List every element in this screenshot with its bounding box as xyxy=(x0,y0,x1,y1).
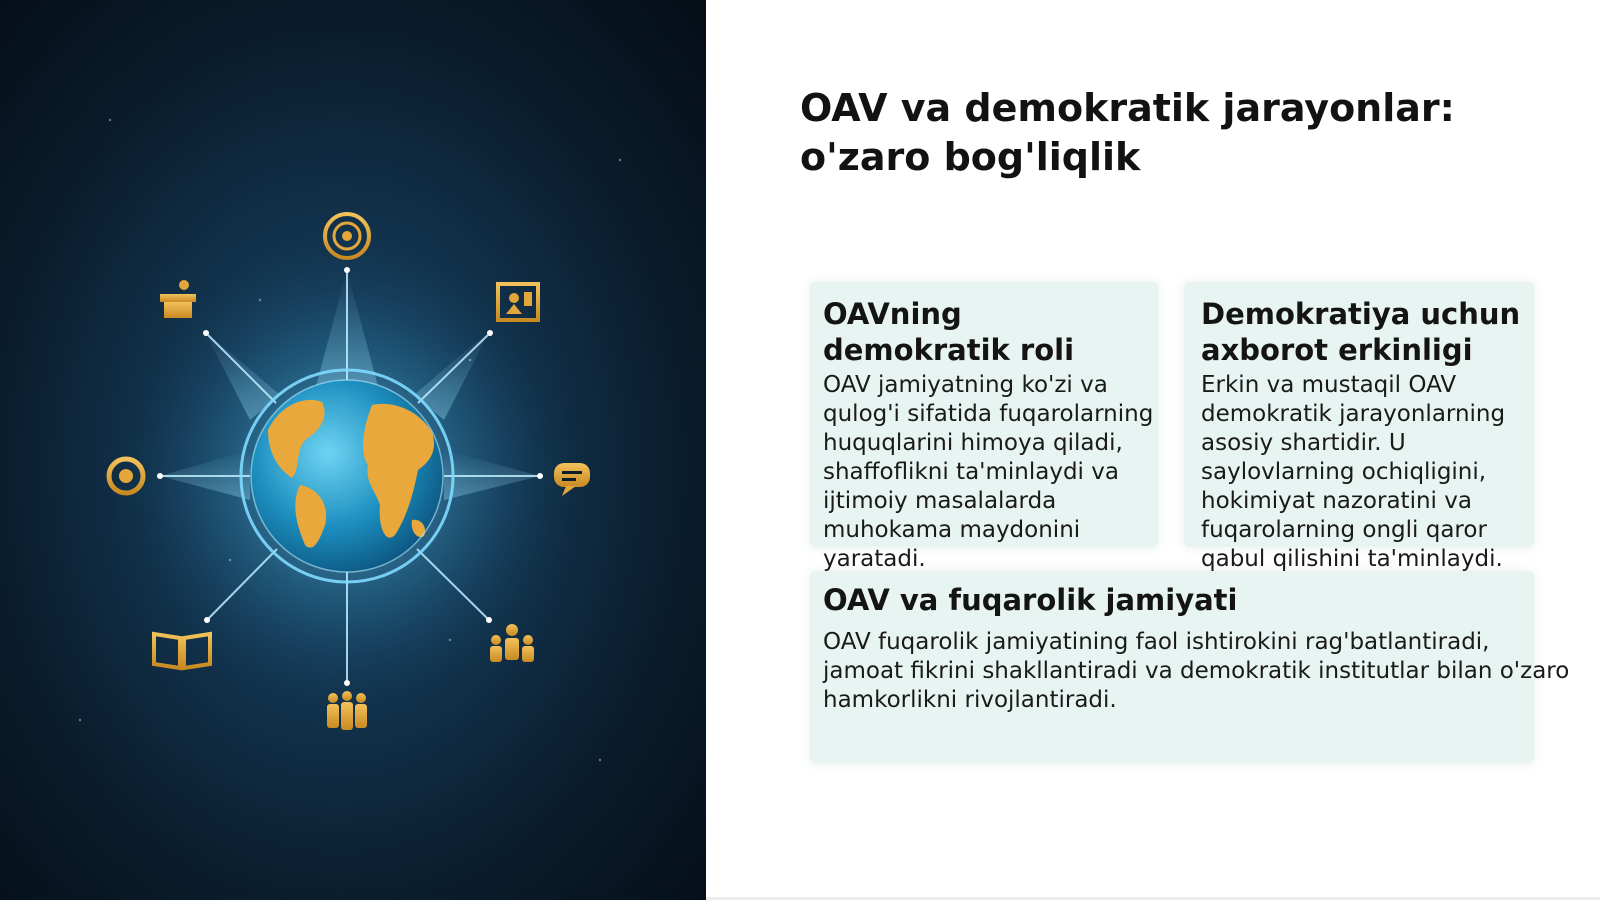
card-title: OAVning demokratik roli xyxy=(823,297,1075,367)
slide-title: OAV va demokratik jarayonlar: o'zaro bog'liqlik xyxy=(800,86,1455,179)
globe-network-graphic xyxy=(0,0,706,900)
card-text: OAV fuqarolik jamiyatining faol ishtirokini rag'batlantiradi, jamoat fikrini shakllantiradi va demokratik institutlar bilan o'zaro hamkorlikni rivojlantiradi. xyxy=(823,629,1570,713)
card-title: Demokratiya uchun axborot erkinligi xyxy=(1201,297,1521,367)
globe xyxy=(241,370,453,582)
card-text: Erkin va mustaqil OAV demokratik jarayonlarning asosiy shartidir. U saylovlarning ochiqligini, hokimiyat nazoratini va fuqarolarning ongli qaror qabul qilishini ta'minlaydi. xyxy=(1201,372,1506,572)
content-panel xyxy=(706,0,1600,900)
crowd-icon xyxy=(327,691,367,730)
card-text: OAV jamiyatning ko'zi va qulog'i sifatida fuqarolarning huquqlarini himoya qiladi, shaffoflikni ta'minlaydi va ijtimoiy masalalarda muhokama maydonini yaratadi. xyxy=(823,372,1154,572)
card-title: OAV va fuqarolik jamiyati xyxy=(823,583,1238,617)
globe-network-illustration xyxy=(0,0,706,900)
